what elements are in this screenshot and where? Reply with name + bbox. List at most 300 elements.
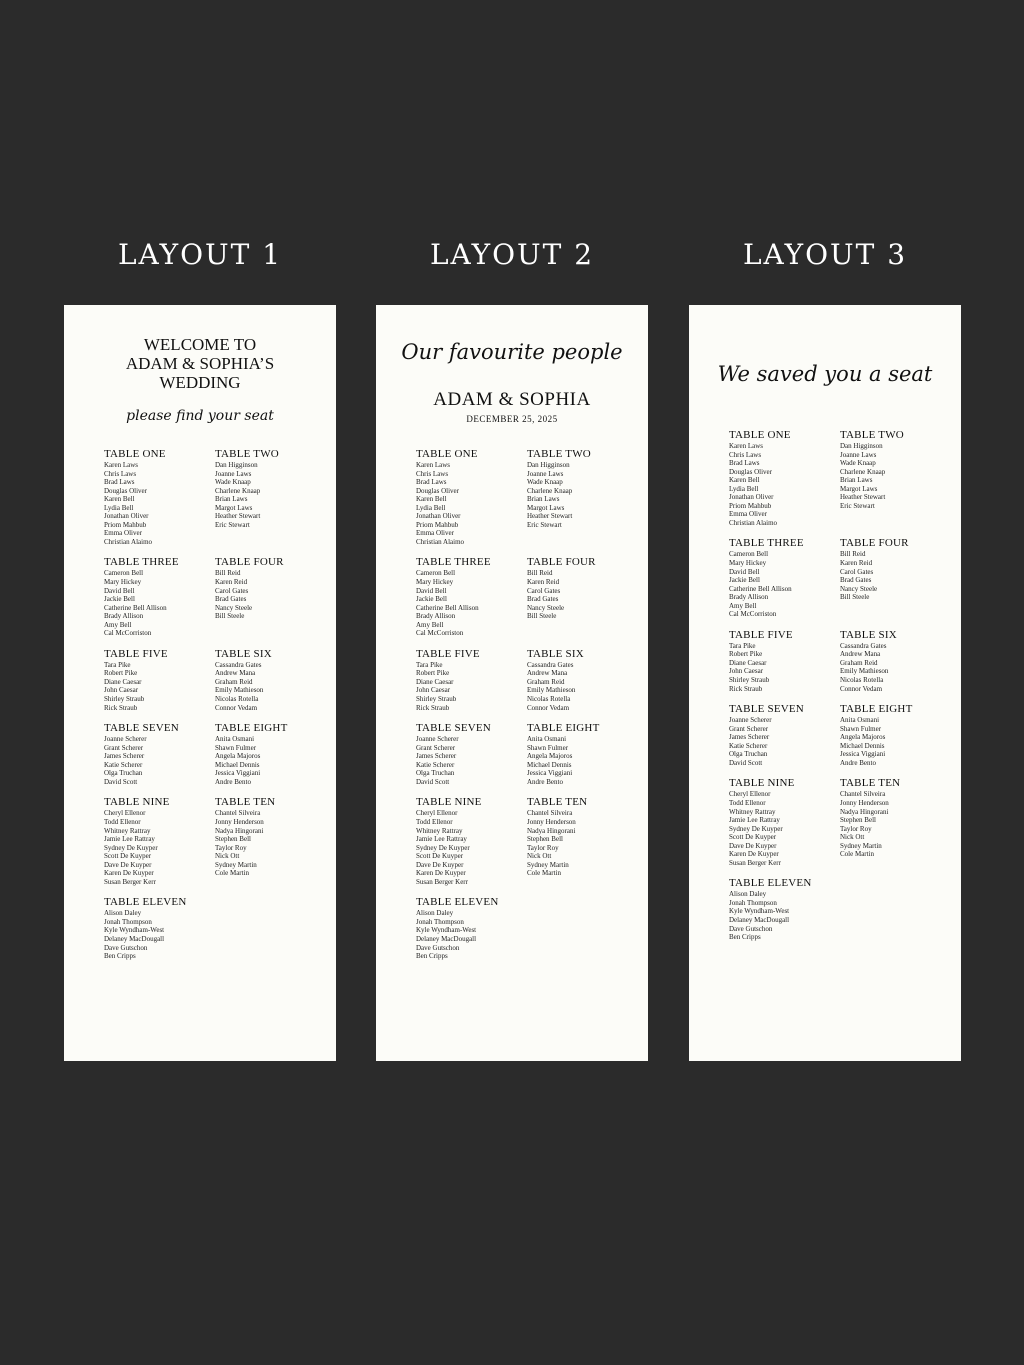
guest-name: Shirley Straub (104, 695, 145, 704)
guest-name: Dan Higginson (527, 461, 570, 469)
table-title: TABLE TEN (215, 796, 276, 809)
table-block (527, 722, 638, 786)
guest-name: Tara Pike (416, 660, 443, 669)
guest-name: Todd Ellenor (729, 798, 766, 807)
guest-name: Chris Laws (104, 469, 137, 478)
guest-name: Cal McCorriston (416, 629, 464, 638)
guest-name: Priom Mahbub (416, 520, 459, 529)
guest-name: Scott De Kuyper (416, 852, 464, 861)
table-block (840, 537, 951, 601)
guest-name: Whitney Rattray (729, 807, 776, 816)
welcome-heading-line: WELCOME TO (143, 335, 257, 354)
table-block (215, 648, 326, 712)
guest-name: Brad Gates (840, 576, 872, 585)
guest-name: Eric Stewart (840, 501, 875, 510)
guest-name: Dave De Kuyper (104, 860, 152, 869)
guest-name: Brian Laws (840, 476, 873, 485)
guest-name: Anita Osmani (215, 735, 255, 744)
guest-name: Bill Steele (840, 593, 870, 602)
guest-name: Whitney Rattray (104, 826, 151, 835)
guest-name: David Bell (729, 567, 760, 576)
guest-name: Andrew Mana (215, 669, 256, 678)
table-block (527, 448, 638, 529)
guest-name: Douglas Oliver (416, 486, 459, 495)
guest-name: Joanne Laws (840, 450, 877, 459)
guest-name: Nadya Hingorani (840, 807, 889, 816)
guest-name: Scott De Kuyper (729, 833, 777, 842)
guest-name: Karen Laws (729, 442, 764, 450)
guest-name: Karen Reid (215, 578, 248, 587)
guest-name: Joanne Scherer (416, 735, 459, 744)
guest-name: Chris Laws (729, 450, 762, 459)
guest-name: Rick Straub (104, 703, 138, 712)
layout-3-label: LAYOUT 3 (742, 238, 908, 271)
table-block (840, 777, 951, 858)
guest-name: Brian Laws (215, 495, 248, 504)
guest-name: Nancy Steele (215, 603, 253, 612)
table-block (215, 722, 326, 786)
guest-name: John Caesar (416, 686, 451, 695)
guest-name: Shirley Straub (416, 695, 457, 704)
table-block (729, 703, 840, 767)
table-block (416, 896, 527, 960)
guest-name: Stephen Bell (215, 835, 251, 844)
guest-name: Brad Laws (416, 478, 447, 487)
guest-name: Olga Truchan (729, 750, 768, 759)
guest-name: Wade Knaap (840, 459, 876, 468)
table-title: TABLE FIVE (729, 628, 793, 641)
guest-name: Ben Cripps (104, 952, 136, 961)
guest-name: Brian Laws (527, 495, 560, 504)
table-block (527, 648, 638, 712)
table-title: TABLE ELEVEN (104, 896, 187, 909)
guest-name: Taylor Roy (527, 843, 559, 852)
guest-name: Priom Mahbub (729, 501, 772, 510)
guest-name: Angela Majoros (215, 752, 261, 761)
guest-name: John Caesar (104, 686, 139, 695)
guest-name: John Caesar (729, 667, 764, 676)
table-block (104, 796, 215, 886)
guest-name: Mary Hickey (416, 578, 454, 587)
guest-name: Douglas Oliver (729, 467, 772, 476)
guest-name: Robert Pike (104, 669, 138, 678)
guest-name: Brady Allison (729, 593, 769, 602)
guest-name: Brad Laws (729, 459, 760, 468)
guest-name: Wade Knaap (215, 478, 251, 487)
guest-name: Katie Scherer (416, 760, 455, 769)
guest-name: Grant Scherer (416, 743, 456, 752)
guest-name: Cole Martin (215, 869, 250, 878)
guest-name: Jessica Viggiani (215, 769, 261, 778)
guest-name: Carol Gates (840, 567, 874, 576)
guest-name: James Scherer (104, 752, 145, 761)
guest-name: Bill Reid (840, 550, 866, 559)
guest-name: Grant Scherer (729, 724, 769, 733)
guest-name: Connor Vedam (840, 684, 883, 693)
guest-name: Diane Caesar (416, 677, 454, 686)
guest-name: Karen Bell (104, 495, 135, 504)
guest-name: Nancy Steele (527, 603, 565, 612)
guest-name: Cal McCorriston (729, 610, 777, 619)
guest-name: Andre Bento (527, 777, 563, 786)
guest-name: Cole Martin (527, 869, 562, 878)
script-title: Our favourite people (401, 340, 623, 364)
guest-name: Jackie Bell (104, 595, 135, 604)
table-block (104, 648, 215, 712)
table-block (416, 556, 527, 637)
table-block (729, 629, 840, 693)
couple-names: ADAM & SOPHIA (433, 389, 591, 410)
guest-name: Kyle Wyndham-West (729, 907, 790, 916)
guest-name: Andrew Mana (527, 669, 568, 678)
table-block (527, 556, 638, 620)
guest-name: Scott De Kuyper (104, 852, 152, 861)
guest-name: Cassandra Gates (840, 641, 887, 650)
table-title: TABLE FOUR (215, 556, 284, 569)
guest-name: Taylor Roy (215, 843, 247, 852)
table-title: TABLE FOUR (840, 537, 909, 550)
table-list (104, 448, 329, 961)
guest-name: Sydney De Kuyper (729, 824, 783, 833)
guest-name: Jonny Henderson (840, 798, 889, 807)
table-block (215, 796, 326, 877)
guest-name: Nicolas Rotella (527, 695, 571, 704)
guest-name: Karen Reid (527, 578, 560, 587)
seating-chart-card-layout-2 (376, 305, 648, 1061)
guest-name: Priom Mahbub (104, 520, 147, 529)
guest-name: Sydney Martin (527, 860, 569, 869)
guest-name: Catherine Bell Allison (104, 603, 167, 612)
table-block (729, 877, 840, 941)
guest-name: Mary Hickey (729, 559, 767, 568)
guest-name: Angela Majoros (527, 752, 573, 761)
table-block (104, 722, 215, 786)
guest-name: Joanne Laws (215, 469, 252, 478)
guest-name: Cheryl Ellenor (416, 809, 458, 818)
script-title: We saved you a seat (717, 362, 933, 386)
guest-name: Cheryl Ellenor (104, 809, 146, 818)
guest-name: Olga Truchan (416, 769, 455, 778)
guest-name: Amy Bell (416, 620, 444, 629)
guest-name: Margot Laws (527, 503, 565, 512)
guest-name: Taylor Roy (840, 824, 872, 833)
guest-name: Delaney MacDougall (416, 934, 477, 943)
guest-name: Stephen Bell (527, 835, 563, 844)
table-list (729, 429, 954, 942)
guest-name: Karen Bell (729, 476, 760, 485)
guest-name: David Scott (729, 758, 763, 767)
guest-name: Kyle Wyndham-West (416, 926, 477, 935)
guest-name: Amy Bell (729, 601, 757, 610)
guest-name: Brad Gates (215, 595, 247, 604)
table-title: TABLE NINE (416, 796, 482, 809)
guest-name: Karen De Kuyper (729, 850, 779, 859)
guest-name: Mary Hickey (104, 578, 142, 587)
guest-name: Lydia Bell (104, 503, 134, 512)
guest-name: Douglas Oliver (104, 486, 147, 495)
guest-name: Jessica Viggiani (840, 750, 886, 759)
guest-name: Nadya Hingorani (215, 826, 264, 835)
guest-name: Chantel Silveira (215, 809, 261, 818)
seating-chart-card-layout-3 (689, 305, 961, 1061)
guest-name: Jonathan Oliver (729, 493, 774, 502)
guest-name: Wade Knaap (527, 478, 563, 487)
layout-2-label: LAYOUT 2 (429, 238, 595, 271)
guest-name: Christian Alaimo (104, 537, 153, 546)
table-title: TABLE ONE (729, 429, 791, 441)
guest-name: Connor Vedam (527, 703, 570, 712)
guest-name: Anita Osmani (527, 735, 567, 744)
guest-name: Dave Gutschon (729, 924, 773, 933)
guest-name: Todd Ellenor (104, 817, 141, 826)
guest-name: Bill Steele (215, 612, 245, 621)
guest-name: Diane Caesar (104, 677, 142, 686)
table-title: TABLE EIGHT (527, 722, 600, 735)
guest-name: Bill Steele (527, 612, 557, 621)
table-title: TABLE SEVEN (416, 722, 491, 735)
guest-name: Robert Pike (416, 669, 450, 678)
guest-name: Bill Reid (527, 569, 553, 578)
guest-name: Jonathan Oliver (104, 512, 149, 521)
guest-name: Cameron Bell (729, 550, 769, 559)
guest-name: Eric Stewart (215, 520, 250, 529)
table-title: TABLE NINE (729, 777, 795, 790)
table-list (416, 448, 641, 961)
guest-name: Dave De Kuyper (729, 841, 777, 850)
guest-name: Cameron Bell (104, 569, 144, 578)
welcome-heading (64, 335, 336, 392)
guest-name: Karen Laws (416, 461, 451, 469)
guest-name: Amy Bell (104, 620, 132, 629)
guest-name: Heather Stewart (527, 512, 573, 521)
guest-name: Cassandra Gates (215, 660, 262, 669)
guest-name: Graham Reid (527, 677, 565, 686)
guest-name: David Scott (104, 777, 138, 786)
guest-name: Andrew Mana (840, 650, 881, 659)
welcome-heading-line: ADAM & SOPHIA’S (125, 354, 275, 373)
guest-name: Nicolas Rotella (840, 676, 884, 685)
guest-name: Emma Oliver (104, 529, 142, 538)
guest-name: Jessica Viggiani (527, 769, 573, 778)
guest-name: Susan Berger Kerr (729, 858, 781, 867)
guest-name: Emma Oliver (416, 529, 454, 538)
guest-name: Olga Truchan (104, 769, 143, 778)
guest-name: Nicolas Rotella (215, 695, 259, 704)
guest-name: Alison Daley (416, 909, 454, 918)
table-title: TABLE THREE (416, 556, 491, 569)
table-block (215, 448, 326, 529)
guest-name: Brady Allison (416, 612, 456, 621)
table-title: TABLE ELEVEN (729, 877, 812, 890)
guest-name: Emily Mathieson (527, 686, 576, 695)
table-title: TABLE EIGHT (840, 703, 913, 716)
guest-name: Emma Oliver (729, 510, 767, 519)
guest-name: Grant Scherer (104, 743, 144, 752)
guest-name: Kyle Wyndham-West (104, 926, 165, 935)
guest-name: Tara Pike (104, 660, 131, 669)
guest-name: Andre Bento (215, 777, 251, 786)
guest-name: Michael Dennis (215, 760, 260, 769)
guest-name: Sydney Martin (840, 841, 882, 850)
guest-name: Alison Daley (104, 909, 142, 918)
guest-name: Margot Laws (215, 503, 253, 512)
guest-name: Heather Stewart (215, 512, 261, 521)
guest-name: Lydia Bell (416, 503, 446, 512)
guest-name: Karen De Kuyper (416, 869, 466, 878)
guest-name: Dan Higginson (215, 461, 258, 469)
guest-name: Christian Alaimo (729, 518, 778, 527)
guest-name: Eric Stewart (527, 520, 562, 529)
guest-name: Shawn Fulmer (527, 743, 569, 752)
guest-name: Tara Pike (729, 641, 756, 650)
table-title: TABLE NINE (104, 796, 170, 809)
table-title: TABLE SEVEN (729, 703, 804, 716)
seating-chart-card-layout-1 (64, 305, 336, 1061)
guest-name: Jackie Bell (729, 576, 760, 585)
guest-name: Brad Laws (104, 478, 135, 487)
guest-name: Susan Berger Kerr (104, 877, 156, 886)
guest-name: David Bell (416, 586, 447, 595)
guest-name: Cassandra Gates (527, 660, 574, 669)
table-title: TABLE SIX (527, 647, 584, 660)
guest-name: Andre Bento (840, 758, 876, 767)
guest-name: Chris Laws (416, 469, 449, 478)
guest-name: Dave De Kuyper (416, 860, 464, 869)
guest-name: Christian Alaimo (416, 537, 465, 546)
table-title: TABLE ELEVEN (416, 896, 499, 909)
guest-name: Dave Gutschon (104, 943, 148, 952)
guest-name: Jamie Lee Rattray (729, 816, 780, 825)
guest-name: Joanne Scherer (729, 716, 772, 725)
guest-name: Graham Reid (215, 677, 253, 686)
guest-name: Sydney De Kuyper (416, 843, 470, 852)
guest-name: James Scherer (729, 733, 770, 742)
table-title: TABLE FIVE (104, 647, 168, 660)
guest-name: Sydney Martin (215, 860, 257, 869)
guest-name: Charlene Knaap (527, 486, 573, 495)
guest-name: Jamie Lee Rattray (416, 835, 467, 844)
guest-name: Robert Pike (729, 650, 763, 659)
guest-name: Carol Gates (215, 586, 249, 595)
guest-name: Diane Caesar (729, 658, 767, 667)
guest-name: Joanne Laws (527, 469, 564, 478)
guest-name: Whitney Rattray (416, 826, 463, 835)
guest-name: Lydia Bell (729, 484, 759, 493)
table-title: TABLE SIX (840, 628, 897, 641)
guest-name: Connor Vedam (215, 703, 258, 712)
guest-name: Charlene Knaap (840, 467, 886, 476)
guest-name: Jonny Henderson (215, 817, 264, 826)
guest-name: Shawn Fulmer (215, 743, 257, 752)
guest-name: Angela Majoros (840, 733, 886, 742)
table-title: TABLE THREE (104, 556, 179, 569)
guest-name: Susan Berger Kerr (416, 877, 468, 886)
guest-name: Jonah Thompson (416, 917, 464, 926)
guest-name: Emily Mathieson (840, 667, 889, 676)
guest-name: Brady Allison (104, 612, 144, 621)
table-block (840, 703, 951, 767)
guest-name: Nick Ott (840, 833, 865, 842)
guest-name: Margot Laws (840, 484, 878, 493)
table-title: TABLE TEN (527, 796, 588, 809)
table-title: TABLE THREE (729, 537, 804, 550)
guest-name: Shirley Straub (729, 676, 770, 685)
table-block (416, 722, 527, 786)
guest-name: Rick Straub (729, 684, 763, 693)
guest-name: Stephen Bell (840, 816, 876, 825)
guest-name: Jonah Thompson (729, 898, 777, 907)
table-block (729, 537, 840, 618)
table-title: TABLE ONE (416, 448, 478, 460)
guest-name: Nadya Hingorani (527, 826, 576, 835)
guest-name: Todd Ellenor (416, 817, 453, 826)
guest-name: Rick Straub (416, 703, 450, 712)
guest-name: Nancy Steele (840, 584, 878, 593)
guest-name: Karen Laws (104, 461, 139, 469)
guest-name: Emily Mathieson (215, 686, 264, 695)
table-block (729, 429, 840, 527)
guest-name: Dave Gutschon (416, 943, 460, 952)
table-title: TABLE TWO (840, 429, 904, 441)
find-seat-subtitle: please find your seat (126, 408, 274, 424)
table-title: TABLE TWO (215, 448, 279, 460)
table-block (840, 629, 951, 693)
table-block (416, 648, 527, 712)
guest-name: Cole Martin (840, 850, 875, 859)
table-block (527, 796, 638, 877)
guest-name: David Scott (416, 777, 450, 786)
table-title: TABLE SEVEN (104, 722, 179, 735)
table-block (416, 796, 527, 886)
guest-name: Bill Reid (215, 569, 241, 578)
guest-name: Shawn Fulmer (840, 724, 882, 733)
guest-name: Charlene Knaap (215, 486, 261, 495)
guest-name: Joanne Scherer (104, 735, 147, 744)
guest-name: James Scherer (416, 752, 457, 761)
table-title: TABLE ONE (104, 448, 166, 460)
table-title: TABLE SIX (215, 647, 272, 660)
guest-name: Katie Scherer (729, 741, 768, 750)
guest-name: Jonathan Oliver (416, 512, 461, 521)
guest-name: Nick Ott (215, 852, 240, 861)
wedding-date: DECEMBER 25, 2025 (466, 414, 558, 424)
guest-name: Catherine Bell Allison (729, 584, 792, 593)
table-block (104, 896, 215, 960)
guest-name: Alison Daley (729, 890, 767, 899)
welcome-heading-line: WEDDING (159, 373, 241, 392)
guest-name: Graham Reid (840, 658, 878, 667)
guest-name: Karen Bell (416, 495, 447, 504)
guest-name: Nick Ott (527, 852, 552, 861)
guest-name: Delaney MacDougall (104, 934, 165, 943)
table-block (104, 448, 215, 546)
guest-name: Jackie Bell (416, 595, 447, 604)
table-block (416, 448, 527, 546)
guest-name: Jonah Thompson (104, 917, 152, 926)
guest-name: Delaney MacDougall (729, 915, 790, 924)
guest-name: Jonny Henderson (527, 817, 576, 826)
table-title: TABLE FIVE (416, 647, 480, 660)
guest-name: Michael Dennis (840, 741, 885, 750)
guest-name: Ben Cripps (416, 952, 448, 961)
table-title: TABLE FOUR (527, 556, 596, 569)
guest-name: Chantel Silveira (527, 809, 573, 818)
guest-name: Brad Gates (527, 595, 559, 604)
table-title: TABLE EIGHT (215, 722, 288, 735)
table-block (104, 556, 215, 637)
table-block (840, 429, 951, 510)
layout-1-label: LAYOUT 1 (117, 238, 283, 271)
